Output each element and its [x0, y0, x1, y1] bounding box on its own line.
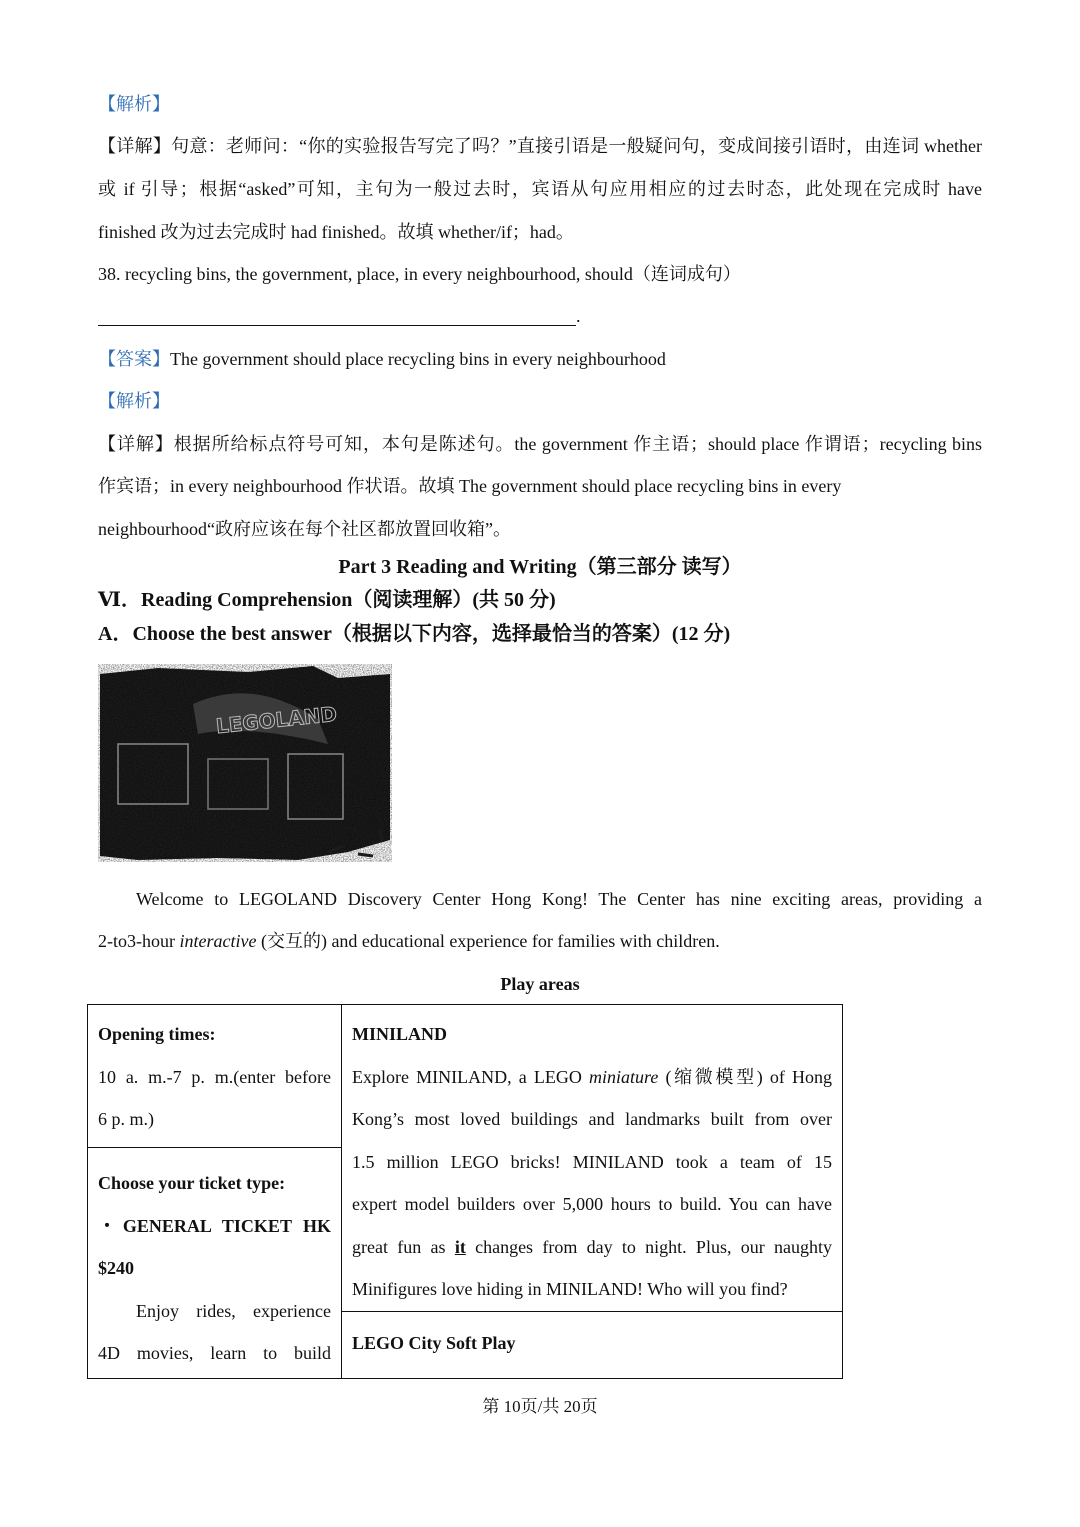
detail-paragraph-line: finished 改为过去完成时 had finished。故填 whether/if；had。: [98, 222, 574, 242]
ticket-type-cell: [88, 1148, 342, 1379]
question-38: 38. recycling bins, the government, place, in every neighbourhood, should（连词成句）: [98, 264, 741, 284]
opening-times-line: 10 a. m.-7 p. m.(enter before: [98, 1066, 331, 1087]
intro-line-2: [98, 928, 720, 954]
play-areas-table: [87, 1004, 843, 1379]
lego-city-title: LEGO City Soft Play: [352, 1332, 516, 1353]
part3-heading: Part 3 Reading and Writing（第三部分 读写）: [338, 556, 742, 578]
miniland-cell: [342, 1005, 843, 1312]
page-footer: 第 10页/共 20页: [482, 1397, 598, 1416]
table-title: Play areas: [500, 974, 580, 994]
miniland-line: Minifigures love hiding in MINILAND! Who will you find?: [352, 1279, 788, 1299]
lego-city-cell: [342, 1311, 843, 1378]
answer-blank-line: [98, 325, 576, 326]
ticket-type-line: Enjoy rides, experience: [136, 1300, 331, 1321]
detail-paragraph-line: [98, 133, 982, 159]
miniland-italic-word: miniature: [589, 1066, 659, 1087]
detail-paragraph-line: [98, 431, 982, 457]
section-a-heading: A．Choose the best answer（根据以下内容，选择最恰当的答案）(12 分): [98, 623, 731, 645]
intro-italic-word: interactive: [179, 931, 257, 951]
ticket-type-line: $240: [98, 1258, 134, 1278]
detail-text: 根据所给标点符号可知，本句是陈述句。the government 作主语；should place 作谓语；recycling bins: [173, 434, 982, 454]
detail-label: 【详解】: [98, 136, 172, 156]
opening-times-line: 6 p. m.): [98, 1109, 154, 1129]
opening-times-title: Opening times:: [98, 1024, 216, 1044]
answer-blank-period: .: [576, 306, 581, 326]
analysis-label: 【解析】: [98, 391, 170, 411]
photo-logo-text: LEGOLAND: [214, 701, 339, 739]
miniland-text: (缩微模型) of Hong: [658, 1066, 832, 1087]
intro-text: (交互的) and educational experience for families with children.: [256, 931, 720, 951]
intro-text: 2-to3-hour: [98, 931, 180, 951]
miniland-underlined-word: it: [454, 1236, 466, 1257]
ticket-type-title: Choose your ticket type:: [98, 1173, 286, 1193]
miniland-line: Kong’s most loved buildings and landmarks built from over: [352, 1109, 832, 1129]
miniland-text: Explore MINILAND, a LEGO: [352, 1066, 590, 1087]
legoland-photo: [98, 664, 392, 862]
detail-label: 【详解】: [98, 434, 174, 454]
opening-times-cell: [88, 1005, 342, 1148]
ticket-type-line: ・GENERAL TICKET HK: [98, 1215, 331, 1236]
ticket-type-line: 4D movies, learn to build: [98, 1343, 331, 1363]
detail-paragraph-line: neighbourhood“政府应该在每个社区都放置回收箱”。: [98, 519, 511, 539]
miniland-title: MINILAND: [352, 1024, 448, 1044]
answer-label: 【答案】: [98, 349, 170, 369]
detail-paragraph-line: 或 if 引导；根据“asked”可知，主句为一般过去时，宾语从句应用相应的过去时态，此处现在完成时 have: [98, 179, 982, 199]
miniland-line: expert model builders over 5,000 hours to build. You can have: [352, 1194, 832, 1214]
miniland-text: changes from day to night. Plus, our naughty: [465, 1236, 832, 1257]
miniland-text: great fun as: [352, 1236, 455, 1257]
section-6-heading: Ⅵ．Reading Comprehension（阅读理解）(共 50 分): [98, 589, 556, 611]
miniland-line: [352, 1226, 832, 1269]
miniland-line: [352, 1056, 832, 1099]
answer-text: The government should place recycling bins in every neighbourhood: [170, 349, 666, 369]
miniland-line: 1.5 million LEGO bricks! MINILAND took a team of 15: [352, 1151, 832, 1172]
analysis-label: 【解析】: [98, 94, 170, 114]
detail-paragraph-line: 作宾语；in every neighbourhood 作状语。故填 The government should place recycling bins in every: [98, 476, 842, 496]
detail-text: 句意：老师问：“你的实验报告写完了吗？”直接引语是一般疑问句，变成间接引语时，由连词 whether: [171, 136, 982, 156]
answer-38: [98, 346, 666, 372]
intro-line-1: Welcome to LEGOLAND Discovery Center Hong Kong! The Center has nine exciting areas, providing a: [136, 889, 982, 909]
